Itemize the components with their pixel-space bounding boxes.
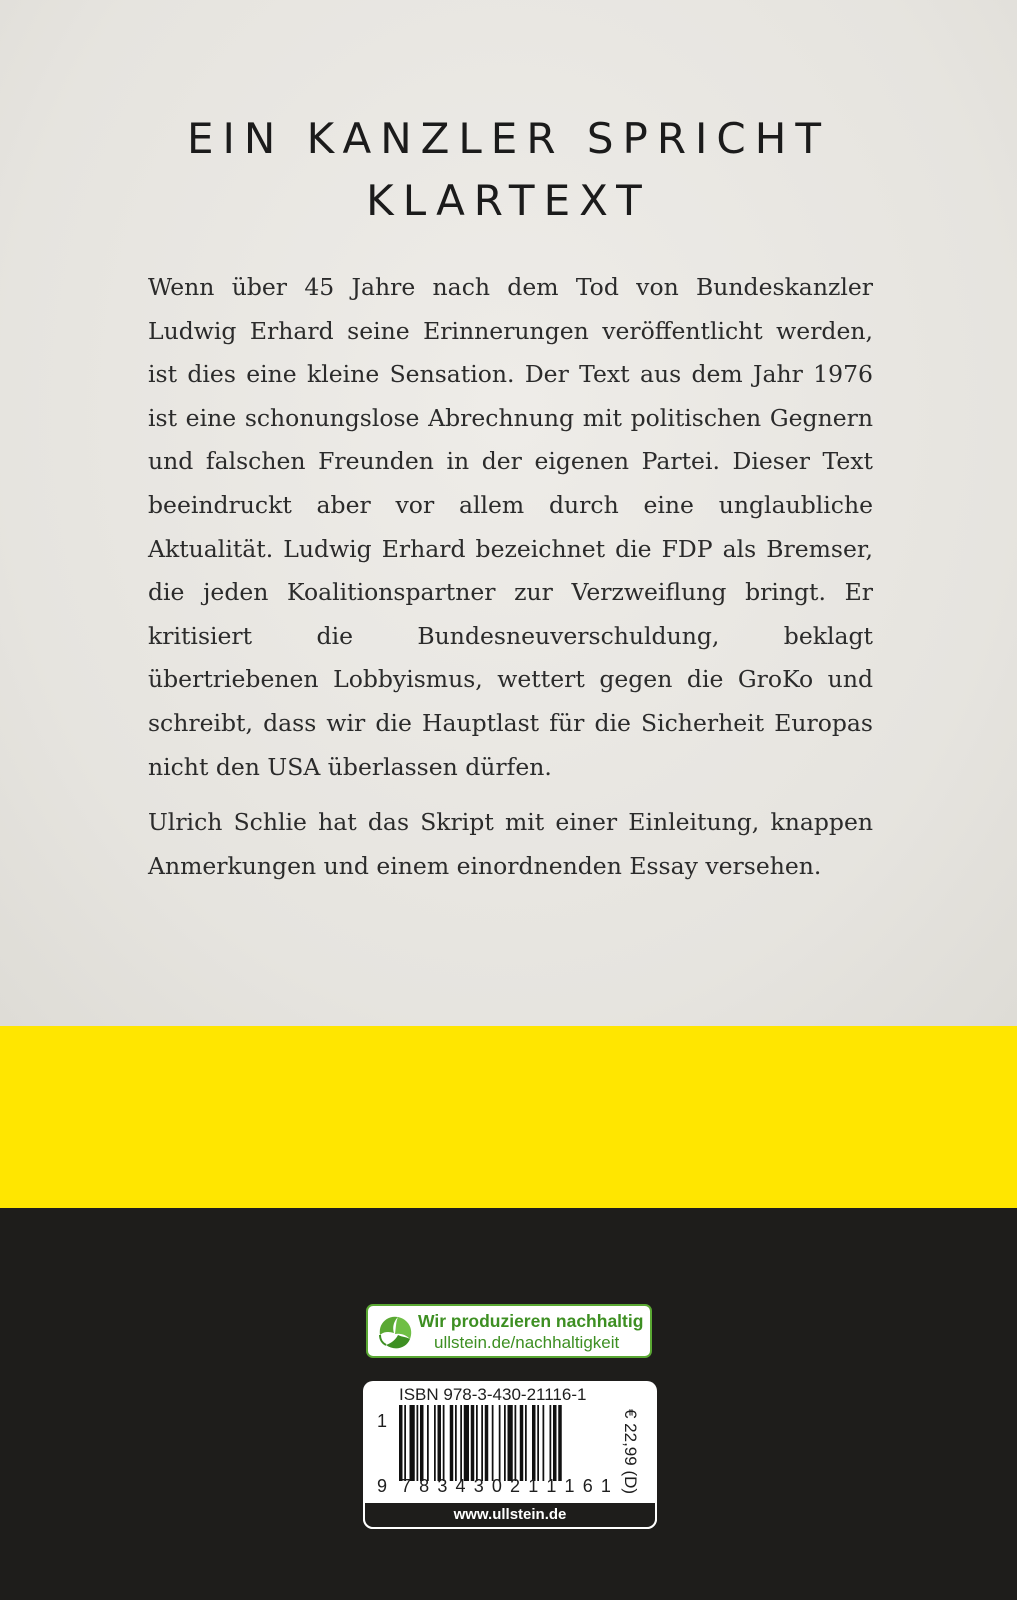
publisher-website: www.ullstein.de xyxy=(363,1501,657,1529)
badge-line-1: Wir produzieren nachhaltig xyxy=(418,1311,644,1331)
barcode-bar xyxy=(504,1405,506,1481)
barcode-bar xyxy=(543,1405,545,1481)
barcode-digit: 3 xyxy=(437,1476,448,1496)
headline-line-1: EIN KANZLER SPRICHT xyxy=(186,114,830,163)
barcode-bar xyxy=(550,1405,552,1481)
barcode-bar xyxy=(460,1405,462,1481)
barcode-bar xyxy=(410,1405,415,1481)
barcode-digit: 8 xyxy=(419,1476,430,1496)
barcode-bar xyxy=(455,1405,457,1481)
barcode-bar xyxy=(537,1405,539,1481)
barcode-digit: 0 xyxy=(491,1476,502,1496)
price-text: € 22,99 (D) xyxy=(621,1409,640,1495)
barcode-bar xyxy=(443,1405,445,1481)
barcode-bar xyxy=(420,1405,424,1481)
blurb-paragraph-1: Wenn über 45 Jahre nach dem Tod von Bundeskanzler Ludwig Erhard seine Erinnerungen veröffentlicht werden, ist dies eine kleine Sensation. Der Text aus dem Jahr 1976 ist eine schonungslose Abrechnung mit politischen Gegnern und falschen Freunden in der eigenen Partei. Dieser Text beeindruckt aber vor allem durch eine unglaubliche Aktualität. Ludwig Erhard bezeichnet die FDP als Bremser, die jeden Koalitionspartner zur Verzweiflung bringt. Er kritisiert die Bundesneuverschuldung, beklagt übertriebenen Lobbyismus, wettert gegen die GroKo und schreibt, dass wir die Hauptlast für die Sicherheit Europas nicht den USA überlassen dürfen. xyxy=(148,273,873,781)
barcode-bar xyxy=(499,1405,501,1481)
barcode-bar xyxy=(515,1405,517,1481)
barcode-label xyxy=(363,1381,657,1529)
barcode-digit: 7 xyxy=(401,1476,412,1496)
badge-line-2: ullstein.de/nachhaltigkeit xyxy=(434,1333,620,1352)
barcode-bar xyxy=(476,1405,478,1481)
barcode-bar xyxy=(399,1405,403,1481)
barcode-digits xyxy=(401,1476,611,1497)
barcode-first-digit: 9 xyxy=(377,1476,388,1496)
barcode-side-digit: 1 xyxy=(377,1411,388,1431)
price-label xyxy=(620,1409,642,1509)
barcode-digit: 2 xyxy=(510,1476,521,1496)
yellow-band xyxy=(0,1026,1017,1208)
barcode-digit: 6 xyxy=(582,1476,593,1496)
blurb-text xyxy=(148,266,873,888)
barcode-bar xyxy=(492,1405,494,1481)
barcode-digit: 4 xyxy=(455,1476,466,1496)
blurb-paragraph-2: Ulrich Schlie hat das Skript mit einer Einleitung, knappen Anmerkungen und einem einordnenden Essay versehen. xyxy=(148,808,873,880)
barcode-bar xyxy=(450,1405,454,1481)
barcode-bar xyxy=(471,1405,475,1481)
barcode-digit: 1 xyxy=(600,1476,611,1496)
barcode-bar xyxy=(434,1405,436,1481)
barcode-bar xyxy=(438,1405,442,1481)
barcode-bars xyxy=(399,1405,609,1481)
isbn-text: ISBN 978-3-430-21116-1 xyxy=(399,1385,587,1404)
barcode-digit: 1 xyxy=(546,1476,557,1496)
barcode-bar xyxy=(427,1405,429,1481)
sustainability-badge xyxy=(366,1304,652,1358)
barcode-bar xyxy=(525,1405,527,1481)
headline-line-2: KLARTEXT xyxy=(366,176,651,225)
barcode-bar xyxy=(532,1405,536,1481)
barcode-bar xyxy=(485,1405,489,1481)
barcode-digit: 1 xyxy=(564,1476,575,1496)
cover-headline xyxy=(0,108,1017,232)
barcode-bar xyxy=(464,1405,469,1481)
barcode-bar xyxy=(520,1405,524,1481)
barcode-bar xyxy=(553,1405,557,1481)
barcode-bar xyxy=(558,1405,562,1481)
barcode-bar xyxy=(481,1405,483,1481)
barcode-bar xyxy=(508,1405,513,1481)
barcode-bar xyxy=(404,1405,406,1481)
leaf-recycle-icon xyxy=(374,1311,416,1353)
barcode-bar xyxy=(417,1405,419,1481)
barcode-digit: 1 xyxy=(528,1476,539,1496)
barcode-digit: 3 xyxy=(473,1476,484,1496)
